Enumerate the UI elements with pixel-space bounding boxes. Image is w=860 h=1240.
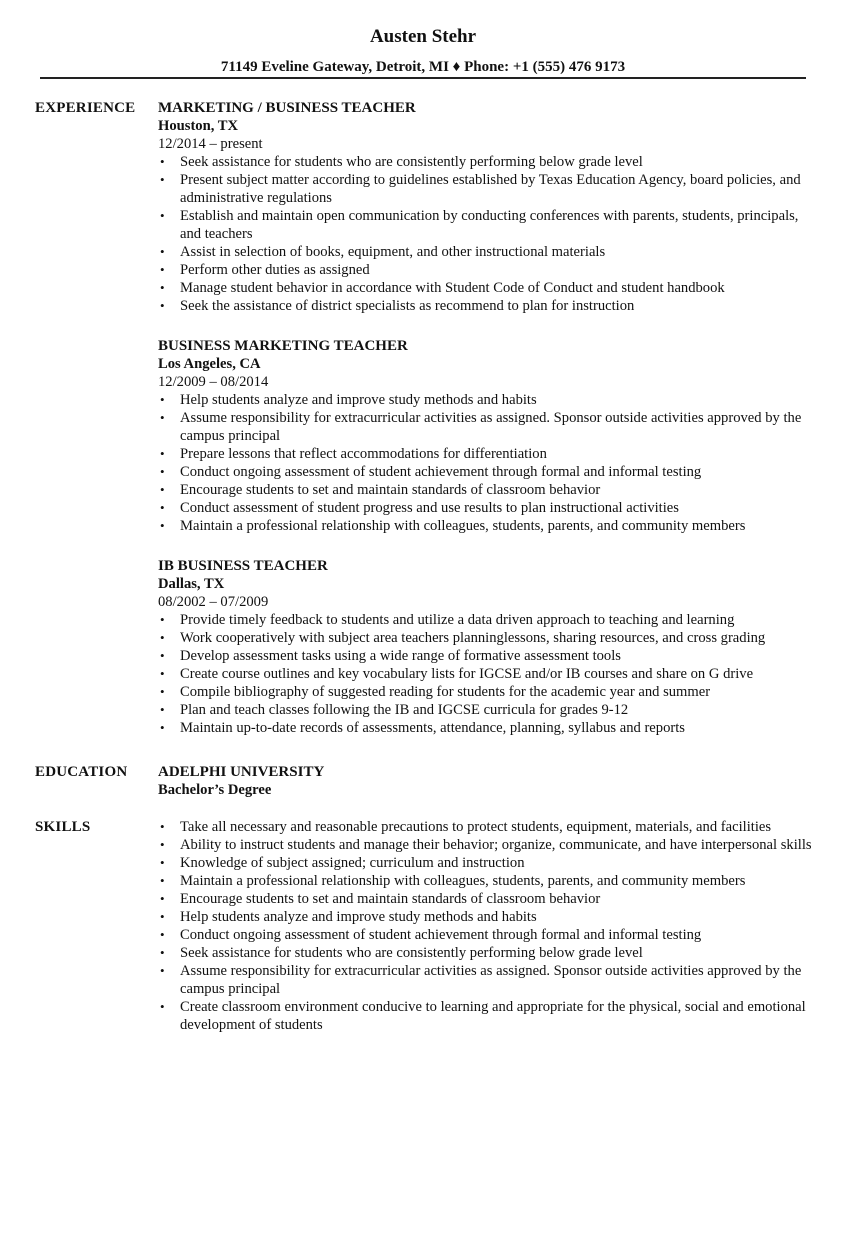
list-item: • Seek the assistance of district specialists as recommend to plan for instruction bbox=[158, 297, 818, 315]
skills-label: SKILLS bbox=[35, 819, 91, 835]
list-item: • Conduct ongoing assessment of student achievement through formal and informal testing bbox=[158, 463, 818, 481]
list-item: • Seek assistance for students who are consistently performing below grade level bbox=[158, 153, 818, 171]
list-item: • Seek assistance for students who are consistently performing below grade level bbox=[158, 944, 818, 962]
job-bullets bbox=[158, 611, 818, 737]
job-3 bbox=[158, 557, 818, 737]
job-dates: 08/2002 – 07/2009 bbox=[158, 594, 269, 610]
education-entry bbox=[158, 763, 818, 799]
list-item: • Establish and maintain open communication by conducting conferences with parents, students, principals, and teachers bbox=[158, 207, 818, 243]
list-item: • Conduct ongoing assessment of student achievement through formal and informal testing bbox=[158, 926, 818, 944]
list-item: • Create course outlines and key vocabulary lists for IGCSE and/or IB courses and share on G drive bbox=[158, 665, 818, 683]
list-item: • Assume responsibility for extracurricular activities as assigned. Sponsor outside activities approved by the campus principal bbox=[158, 962, 818, 998]
list-item: • Plan and teach classes following the IB and IGCSE curricula for grades 9-12 bbox=[158, 701, 818, 719]
job-bullets bbox=[158, 153, 818, 315]
list-item: • Assist in selection of books, equipment, and other instructional materials bbox=[158, 243, 818, 261]
education-label: EDUCATION bbox=[35, 764, 128, 780]
job-location: Houston, TX bbox=[158, 118, 239, 134]
list-item: • Take all necessary and reasonable precautions to protect students, equipment, materials, and facilities bbox=[158, 818, 818, 836]
list-item: • Maintain a professional relationship with colleagues, students, parents, and community members bbox=[158, 872, 818, 890]
job-title: IB BUSINESS TEACHER bbox=[158, 558, 328, 574]
job-location: Los Angeles, CA bbox=[158, 356, 261, 372]
job-title: MARKETING / BUSINESS TEACHER bbox=[158, 100, 416, 116]
job-2 bbox=[158, 337, 818, 535]
job-1 bbox=[158, 99, 818, 315]
job-dates: 12/2014 – present bbox=[158, 136, 263, 152]
list-item: • Help students analyze and improve study methods and habits bbox=[158, 908, 818, 926]
list-item: • Create classroom environment conducive to learning and appropriate for the physical, social and emotional development of students bbox=[158, 998, 818, 1034]
list-item: • Conduct assessment of student progress and use results to plan instructional activities bbox=[158, 499, 818, 517]
job-bullets bbox=[158, 391, 818, 535]
list-item: • Develop assessment tasks using a wide range of formative assessment tools bbox=[158, 647, 818, 665]
list-item: • Knowledge of subject assigned; curriculum and instruction bbox=[158, 854, 818, 872]
list-item: • Maintain up-to-date records of assessments, attendance, planning, syllabus and reports bbox=[158, 719, 818, 737]
list-item: • Encourage students to set and maintain standards of classroom behavior bbox=[158, 890, 818, 908]
job-location: Dallas, TX bbox=[158, 576, 225, 592]
list-item: • Assume responsibility for extracurricular activities as assigned. Sponsor outside activities approved by the campus principal bbox=[158, 409, 818, 445]
list-item: • Help students analyze and improve study methods and habits bbox=[158, 391, 818, 409]
skills-list bbox=[158, 818, 818, 1034]
candidate-name: Austen Stehr bbox=[369, 26, 477, 47]
list-item: • Perform other duties as assigned bbox=[158, 261, 818, 279]
skills-list-block bbox=[158, 818, 818, 1034]
experience-label: EXPERIENCE bbox=[35, 100, 136, 116]
school-name: ADELPHI UNIVERSITY bbox=[158, 764, 325, 780]
list-item: • Ability to instruct students and manage their behavior; organize, communicate, and have interpersonal skills bbox=[158, 836, 818, 854]
list-item: • Provide timely feedback to students and utilize a data driven approach to teaching and learning bbox=[158, 611, 818, 629]
job-title: BUSINESS MARKETING TEACHER bbox=[158, 338, 408, 354]
job-dates: 12/2009 – 08/2014 bbox=[158, 374, 269, 390]
list-item: • Present subject matter according to guidelines established by Texas Education Agency, board policies, and administrative regulations bbox=[158, 171, 818, 207]
degree: Bachelor’s Degree bbox=[158, 782, 272, 798]
list-item: • Work cooperatively with subject area teachers planninglessons, sharing resources, and cross grading bbox=[158, 629, 818, 647]
list-item: • Manage student behavior in accordance with Student Code of Conduct and student handbook bbox=[158, 279, 818, 297]
header-divider bbox=[40, 77, 806, 79]
list-item: • Prepare lessons that reflect accommodations for differentiation bbox=[158, 445, 818, 463]
list-item: • Encourage students to set and maintain standards of classroom behavior bbox=[158, 481, 818, 499]
contact-line: 71149 Eveline Gateway, Detroit, MI ♦ Phone: +1 (555) 476 9173 bbox=[220, 59, 626, 75]
list-item: • Compile bibliography of suggested reading for students for the academic year and summer bbox=[158, 683, 818, 701]
list-item: • Maintain a professional relationship with colleagues, students, parents, and community members bbox=[158, 517, 818, 535]
